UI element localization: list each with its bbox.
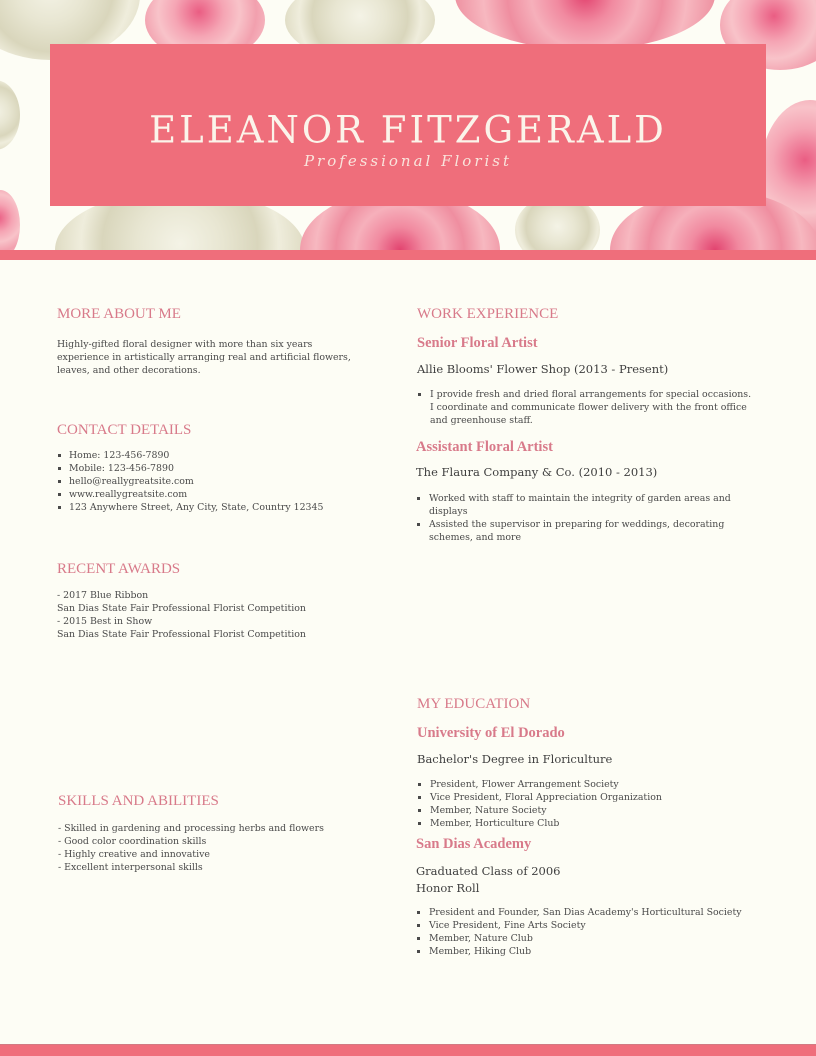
skill-line: - Skilled in gardening and processing herbs and flowers bbox=[58, 823, 324, 834]
pink-rose-decoration bbox=[0, 190, 20, 250]
about-heading: MORE ABOUT ME bbox=[57, 306, 181, 322]
contact-home-phone: Home: 123-456-7890 bbox=[57, 449, 377, 462]
school-bullet: Member, Hiking Club bbox=[416, 945, 761, 958]
school-bullet: Member, Nature Club bbox=[416, 932, 761, 945]
awards-heading: RECENT AWARDS bbox=[57, 561, 181, 577]
skill-line: - Excellent interpersonal skills bbox=[58, 862, 203, 873]
job-bullet: Worked with staff to maintain the integrity of garden areas and displays bbox=[416, 492, 761, 518]
award-line: - 2015 Best in Show bbox=[57, 616, 153, 627]
school-bullet: Vice President, Fine Arts Society bbox=[416, 919, 761, 932]
header-banner bbox=[0, 0, 816, 250]
job-bullets bbox=[416, 492, 761, 544]
contact-heading: CONTACT DETAILS bbox=[57, 422, 192, 438]
person-name: ELEANOR FITZGERALD bbox=[149, 108, 667, 152]
school-bullet: Member, Horticulture Club bbox=[417, 817, 757, 830]
bottom-accent-band bbox=[0, 1044, 816, 1056]
job-role: Senior Floral Artist bbox=[417, 335, 538, 351]
job-bullets bbox=[417, 388, 752, 427]
contact-list bbox=[57, 449, 377, 514]
skill-line: - Highly creative and innovative bbox=[58, 849, 210, 860]
school-bullet: Member, Nature Society bbox=[417, 804, 757, 817]
school-bullets bbox=[417, 778, 757, 830]
job-bullet: Assisted the supervisor in preparing for weddings, decorating schemes, and more bbox=[416, 518, 761, 544]
skill-line: - Good color coordination skills bbox=[58, 836, 207, 847]
awards-list bbox=[57, 589, 377, 641]
skills-list bbox=[58, 822, 378, 874]
award-line: San Dias State Fair Professional Florist Competition bbox=[57, 629, 306, 640]
pink-rose-decoration bbox=[455, 0, 715, 50]
award-line: - 2017 Blue Ribbon bbox=[57, 590, 149, 601]
contact-address: 123 Anywhere Street, Any City, State, Country 12345 bbox=[57, 501, 377, 514]
school-bullets bbox=[416, 906, 761, 958]
award-line: San Dias State Fair Professional Florist Competition bbox=[57, 603, 306, 614]
job-company: Allie Blooms' Flower Shop (2013 - Present) bbox=[417, 362, 669, 376]
name-title-box bbox=[50, 44, 766, 206]
about-text: Highly-gifted floral designer with more than six years experience in artistically arranging real and artificial flowers, leaves, and other decorations. bbox=[57, 339, 351, 376]
school-bullet: President, Flower Arrangement Society bbox=[417, 778, 757, 791]
top-accent-band bbox=[0, 250, 816, 260]
skills-heading: SKILLS AND ABILITIES bbox=[58, 793, 219, 809]
job-role: Assistant Floral Artist bbox=[416, 439, 553, 455]
school-bullet: Vice President, Floral Appreciation Organization bbox=[417, 791, 757, 804]
white-rose-decoration bbox=[0, 80, 20, 150]
school-bullet: President and Founder, San Dias Academy's Horticultural Society bbox=[416, 906, 761, 919]
contact-website[interactable]: www.reallygreatsite.com bbox=[57, 488, 377, 501]
work-heading: WORK EXPERIENCE bbox=[417, 306, 559, 322]
school-detail: Honor Roll bbox=[416, 881, 480, 895]
school-name: University of El Dorado bbox=[417, 725, 565, 741]
job-company: The Flaura Company & Co. (2010 - 2013) bbox=[416, 465, 658, 479]
school-detail: Bachelor's Degree in Floriculture bbox=[417, 752, 613, 766]
contact-email[interactable]: hello@reallygreatsite.com bbox=[57, 475, 377, 488]
job-title: Professional Florist bbox=[303, 152, 513, 170]
school-detail: Graduated Class of 2006 bbox=[416, 864, 561, 878]
contact-mobile-phone: Mobile: 123-456-7890 bbox=[57, 462, 377, 475]
job-bullet: I provide fresh and dried floral arrangements for special occasions. I coordinate and communicate flower delivery with the front office and greenhouse staff. bbox=[417, 388, 752, 427]
school-name: San Dias Academy bbox=[416, 836, 532, 852]
education-heading: MY EDUCATION bbox=[417, 696, 531, 712]
